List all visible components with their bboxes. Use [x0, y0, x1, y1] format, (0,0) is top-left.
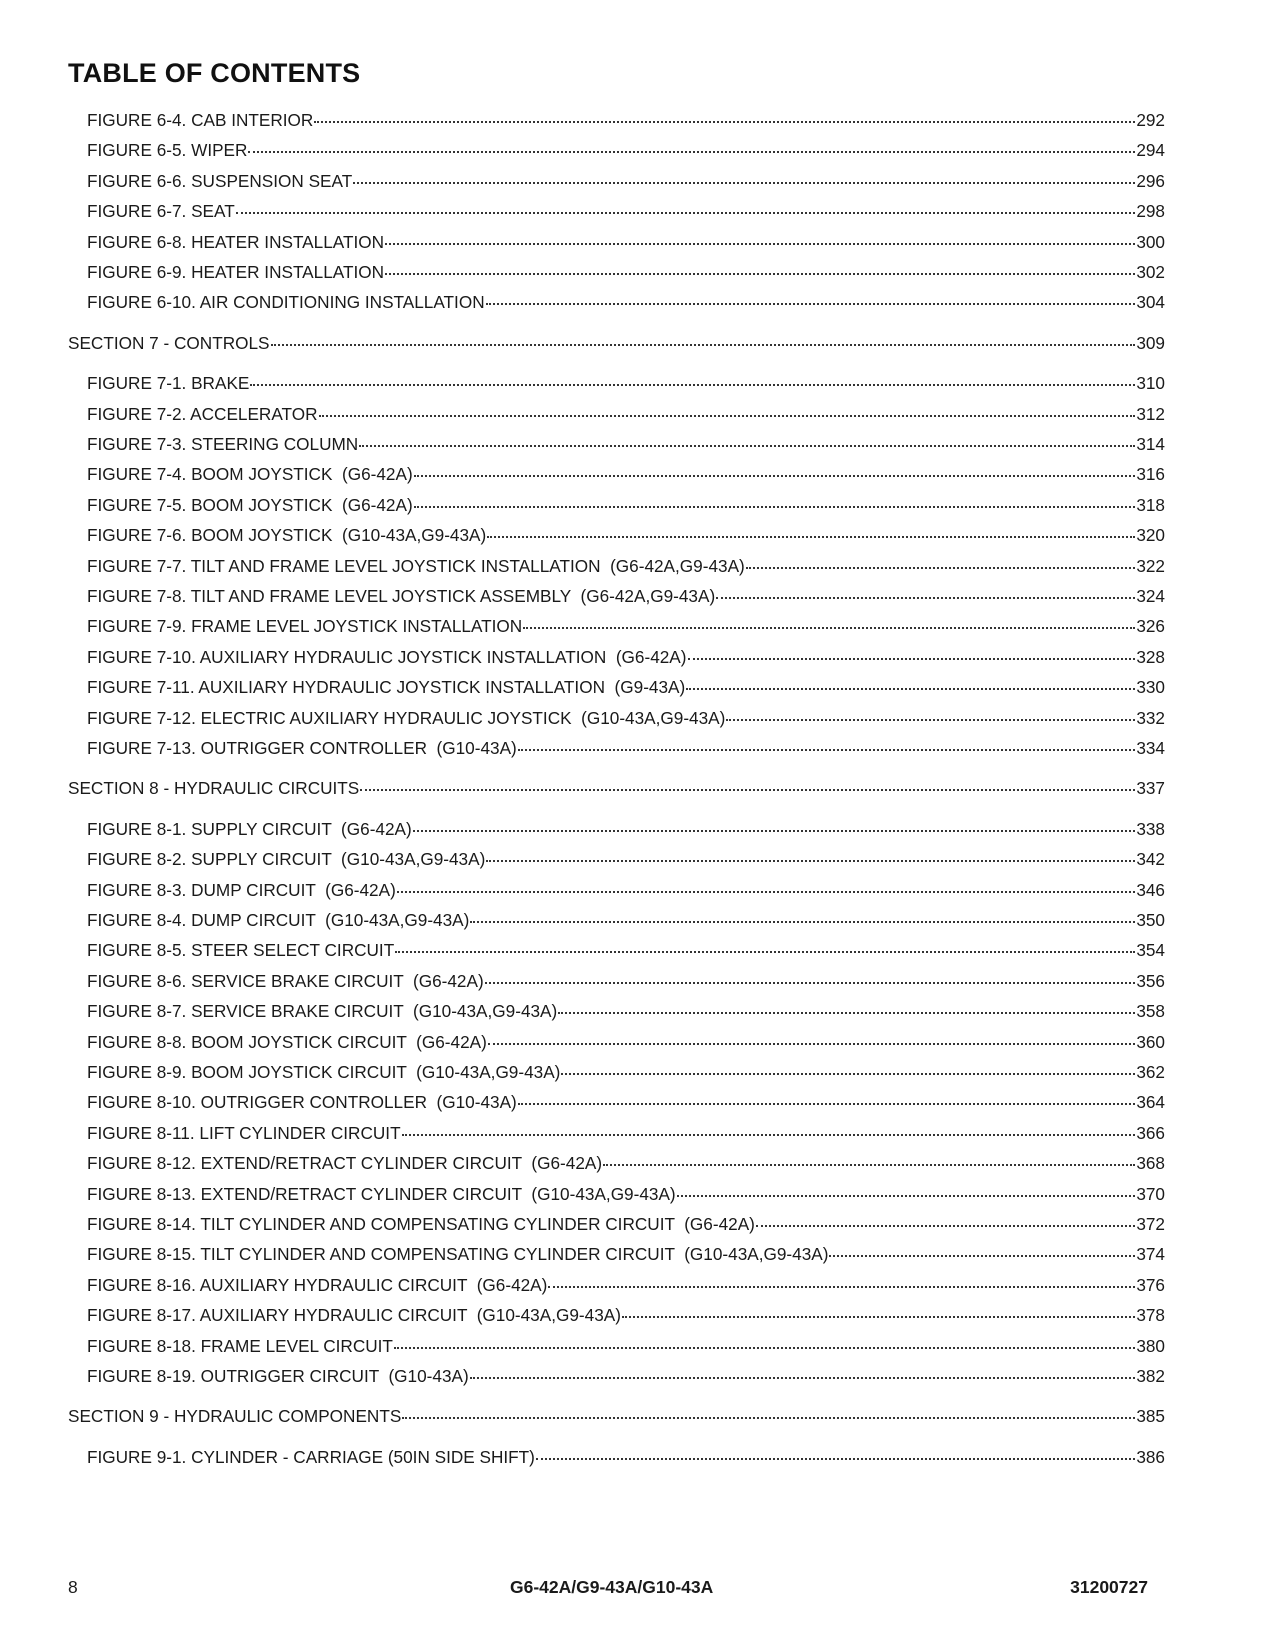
toc-entry-page: 314	[1136, 434, 1165, 454]
toc-figure-entry[interactable]	[87, 1032, 1165, 1052]
toc-figure-entry[interactable]	[87, 1336, 1165, 1356]
dot-leader	[686, 688, 1135, 690]
toc-entry-page: 372	[1136, 1214, 1165, 1234]
dot-leader	[829, 1255, 1135, 1257]
dot-leader	[488, 1043, 1135, 1045]
toc-entry-label: FIGURE 6-7. SEAT	[87, 201, 235, 222]
toc-figure-entry[interactable]	[87, 849, 1165, 869]
dot-leader	[558, 1012, 1135, 1014]
toc-entry-label: FIGURE 6-8. HEATER INSTALLATION	[87, 231, 385, 252]
toc-entry-page: 304	[1136, 292, 1165, 313]
toc-figure-entry[interactable]	[87, 201, 1165, 221]
toc-entry-page: 330	[1136, 677, 1165, 698]
toc-entry-label: FIGURE 7-6. BOOM JOYSTICK (G10-43A,G9-43A)	[87, 525, 487, 546]
toc-entry-page: 322	[1136, 555, 1165, 576]
toc-entry-page: 312	[1136, 403, 1165, 424]
dot-leader	[486, 303, 1136, 305]
dot-leader	[536, 1458, 1135, 1460]
toc-entry-page: 302	[1136, 262, 1165, 282]
toc-figure-entry[interactable]	[87, 880, 1165, 900]
toc-entry-label: FIGURE 8-5. STEER SELECT CIRCUIT	[87, 940, 395, 961]
toc-section-entry[interactable]	[68, 333, 1165, 353]
toc-figure-entry[interactable]	[87, 738, 1165, 758]
toc-entry-page: 334	[1136, 738, 1165, 758]
toc-entry-page: 320	[1136, 525, 1165, 546]
dot-leader	[518, 1103, 1136, 1105]
dot-leader	[319, 415, 1136, 417]
dot-leader	[746, 567, 1136, 569]
dot-leader	[397, 891, 1136, 893]
dot-leader	[677, 1195, 1136, 1197]
toc-entry-page: 324	[1136, 586, 1165, 606]
toc-figure-entry[interactable]	[87, 171, 1165, 191]
toc-entry-page: 292	[1136, 110, 1165, 130]
dot-leader	[603, 1164, 1135, 1166]
toc-entry-label: FIGURE 8-1. SUPPLY CIRCUIT (G6-42A)	[87, 818, 412, 839]
dot-leader	[487, 536, 1135, 538]
toc-entry-page: 298	[1136, 201, 1165, 222]
toc-entry-page: 328	[1136, 646, 1165, 667]
toc-figure-entry[interactable]	[87, 708, 1165, 728]
dot-leader	[385, 273, 1135, 275]
dot-leader	[385, 243, 1135, 245]
toc-entry-page: 376	[1136, 1274, 1165, 1295]
dot-leader	[561, 1073, 1135, 1075]
toc-entry-label: FIGURE 8-8. BOOM JOYSTICK CIRCUIT (G6-42A)	[87, 1031, 487, 1052]
toc-entry-label: FIGURE 8-19. OUTRIGGER CIRCUIT (G10-43A)	[87, 1366, 469, 1386]
toc-figure-entry[interactable]	[87, 910, 1165, 930]
toc-figure-entry[interactable]	[87, 1447, 1165, 1467]
toc-entry-label: FIGURE 8-16. AUXILIARY HYDRAULIC CIRCUIT (G6-42A)	[87, 1274, 548, 1295]
toc-figure-entry[interactable]	[87, 1275, 1165, 1295]
toc-figure-entry[interactable]	[87, 232, 1165, 252]
toc-section-entry[interactable]	[68, 1406, 1165, 1426]
toc-figure-entry[interactable]	[87, 647, 1165, 667]
toc-figure-entry[interactable]	[87, 1001, 1165, 1021]
toc-entry-page: 342	[1136, 849, 1165, 870]
toc-entry-label: FIGURE 7-11. AUXILIARY HYDRAULIC JOYSTICK INSTALLATION (G9-43A)	[87, 677, 686, 698]
toc-entry-label: FIGURE 8-2. SUPPLY CIRCUIT (G10-43A,G9-43A)	[87, 849, 486, 870]
toc-entry-page: 310	[1136, 373, 1165, 394]
toc-figure-entry[interactable]	[87, 1123, 1165, 1143]
toc-entry-label: FIGURE 7-12. ELECTRIC AUXILIARY HYDRAULIC JOYSTICK (G10-43A,G9-43A)	[87, 707, 726, 728]
toc-entry-page: 338	[1136, 818, 1165, 839]
toc-entry-label: FIGURE 8-12. EXTEND/RETRACT CYLINDER CIRCUIT (G6-42A)	[87, 1153, 603, 1174]
toc-entry-page: 380	[1136, 1335, 1165, 1356]
toc-entry-label: FIGURE 8-9. BOOM JOYSTICK CIRCUIT (G10-43A,G9-43A)	[87, 1062, 561, 1082]
toc-entry-page: 309	[1136, 332, 1165, 353]
toc-figure-entry[interactable]	[87, 464, 1165, 484]
toc-entry-label: FIGURE 7-1. BRAKE	[87, 373, 250, 394]
toc-entry-label: FIGURE 7-8. TILT AND FRAME LEVEL JOYSTICK ASSEMBLY (G6-42A,G9-43A)	[87, 586, 716, 606]
toc-entry-page: 300	[1136, 231, 1165, 252]
toc-entry-label: FIGURE 8-17. AUXILIARY HYDRAULIC CIRCUIT (G10-43A,G9-43A)	[87, 1305, 621, 1326]
dot-leader	[470, 921, 1135, 923]
footer-page-number: 8	[68, 1577, 78, 1597]
toc-figure-entry[interactable]	[87, 971, 1165, 991]
toc-figure-entry[interactable]	[87, 940, 1165, 960]
dot-leader	[250, 384, 1135, 386]
dot-leader	[314, 121, 1135, 123]
toc-entry-page: 337	[1136, 778, 1165, 799]
dot-leader	[688, 658, 1136, 660]
toc-entry-label: FIGURE 7-3. STEERING COLUMN	[87, 434, 359, 454]
toc-figure-entry[interactable]	[87, 525, 1165, 545]
toc-entry-label: FIGURE 8-13. EXTEND/RETRACT CYLINDER CIRCUIT (G10-43A,G9-43A)	[87, 1183, 676, 1204]
dot-leader	[622, 1316, 1135, 1318]
toc-figure-entry[interactable]	[87, 556, 1165, 576]
toc-entry-label: FIGURE 6-9. HEATER INSTALLATION	[87, 262, 385, 282]
dot-leader	[756, 1225, 1135, 1227]
dot-leader	[470, 1377, 1136, 1379]
toc-entry-page: 386	[1136, 1446, 1165, 1467]
toc-entry-label: FIGURE 8-6. SERVICE BRAKE CIRCUIT (G6-42A)	[87, 970, 484, 991]
toc-entry-page: 318	[1136, 494, 1165, 515]
toc-entry-label: FIGURE 7-7. TILT AND FRAME LEVEL JOYSTICK INSTALLATION (G6-42A,G9-43A)	[87, 555, 745, 576]
dot-leader	[395, 951, 1135, 953]
dot-leader	[414, 506, 1136, 508]
toc-entry-page: 354	[1136, 940, 1165, 961]
toc-entry-page: 378	[1136, 1305, 1165, 1326]
toc-figure-entry[interactable]	[87, 140, 1165, 160]
toc-figure-entry[interactable]	[87, 616, 1165, 636]
dot-leader	[353, 182, 1135, 184]
toc-entry-label: FIGURE 8-15. TILT CYLINDER AND COMPENSATING CYLINDER CIRCUIT (G10-43A,G9-43A)	[87, 1244, 829, 1265]
dot-leader	[486, 860, 1135, 862]
toc-entry-label: SECTION 7 - CONTROLS	[68, 332, 270, 353]
toc-figure-entry[interactable]	[87, 1062, 1165, 1082]
toc-entry-page: 364	[1136, 1092, 1165, 1113]
toc-figure-entry[interactable]	[87, 819, 1165, 839]
toc-entry-page: 362	[1136, 1062, 1165, 1082]
dot-leader	[726, 719, 1135, 721]
toc-entry-page: 385	[1136, 1406, 1165, 1427]
toc-section-entry[interactable]	[68, 778, 1165, 798]
toc-entry-page: 368	[1136, 1153, 1165, 1174]
toc-entry-page: 374	[1136, 1244, 1165, 1265]
toc-entry-page: 346	[1136, 879, 1165, 900]
toc-figure-entry[interactable]	[87, 404, 1165, 424]
dot-leader	[402, 1134, 1136, 1136]
toc-entry-label: FIGURE 9-1. CYLINDER - CARRIAGE (50IN SIDE SHIFT)	[87, 1446, 535, 1467]
toc-figure-entry[interactable]	[87, 586, 1165, 606]
dot-leader	[359, 445, 1135, 447]
dot-leader	[413, 830, 1136, 832]
toc-entry-label: FIGURE 7-9. FRAME LEVEL JOYSTICK INSTALLATION	[87, 616, 523, 637]
toc-entry-label: FIGURE 6-6. SUSPENSION SEAT	[87, 170, 353, 191]
toc-entry-page: 332	[1136, 707, 1165, 728]
dot-leader	[402, 1417, 1135, 1419]
toc-entry-label: FIGURE 8-7. SERVICE BRAKE CIRCUIT (G10-43A,G9-43A)	[87, 1001, 558, 1022]
dot-leader	[523, 627, 1135, 629]
toc-entry-page: 350	[1136, 910, 1165, 930]
toc-entry-label: FIGURE 8-10. OUTRIGGER CONTROLLER (G10-43A)	[87, 1092, 517, 1113]
toc-entry-label: FIGURE 7-10. AUXILIARY HYDRAULIC JOYSTICK INSTALLATION (G6-42A)	[87, 646, 687, 667]
toc-entry-label: FIGURE 7-4. BOOM JOYSTICK (G6-42A)	[87, 464, 413, 485]
toc-entry-label: FIGURE 8-14. TILT CYLINDER AND COMPENSATING CYLINDER CIRCUIT (G6-42A)	[87, 1214, 755, 1234]
footer-model: G6-42A/G9-43A/G10-43A	[510, 1577, 714, 1597]
dot-leader	[414, 475, 1136, 477]
toc-entry-label: FIGURE 8-11. LIFT CYLINDER CIRCUIT	[87, 1122, 401, 1143]
dot-leader	[394, 1347, 1135, 1349]
toc-entry-label: FIGURE 8-4. DUMP CIRCUIT (G10-43A,G9-43A)	[87, 910, 470, 930]
toc-entry-label: FIGURE 6-4. CAB INTERIOR	[87, 110, 314, 130]
toc-figure-entry[interactable]	[87, 1214, 1165, 1234]
dot-leader	[248, 151, 1135, 153]
toc-figure-entry[interactable]	[87, 1366, 1165, 1386]
toc-entry-label: FIGURE 6-5. WIPER	[87, 140, 248, 161]
toc-figure-entry[interactable]	[87, 1244, 1165, 1264]
toc-entry-label: FIGURE 7-5. BOOM JOYSTICK (G6-42A)	[87, 494, 413, 515]
toc-figure-entry[interactable]	[87, 434, 1165, 454]
toc-figure-entry[interactable]	[87, 677, 1165, 697]
page-title: TABLE OF CONTENTS	[68, 58, 361, 88]
toc-entry-label: SECTION 8 - HYDRAULIC CIRCUITS	[68, 778, 360, 799]
toc-figure-entry[interactable]	[87, 1153, 1165, 1173]
dot-leader	[271, 344, 1136, 346]
toc-figure-entry[interactable]	[87, 110, 1165, 130]
toc-entry-page: 382	[1136, 1366, 1165, 1386]
toc-entry-page: 294	[1136, 140, 1165, 161]
toc-figure-entry[interactable]	[87, 1184, 1165, 1204]
toc-entry-page: 370	[1136, 1183, 1165, 1204]
toc-entry-label: FIGURE 6-10. AIR CONDITIONING INSTALLATION	[87, 292, 485, 313]
toc-entry-label: FIGURE 8-3. DUMP CIRCUIT (G6-42A)	[87, 879, 396, 900]
toc-entry-label: FIGURE 8-18. FRAME LEVEL CIRCUIT	[87, 1335, 393, 1356]
toc-entry-page: 316	[1136, 464, 1165, 485]
toc-entry-label: FIGURE 7-2. ACCELERATOR	[87, 403, 318, 424]
toc-entry-page: 358	[1136, 1001, 1165, 1022]
toc-entry-page: 326	[1136, 616, 1165, 637]
toc-entry-page: 356	[1136, 970, 1165, 991]
toc-entry-page: 296	[1136, 170, 1165, 191]
toc-figure-entry[interactable]	[87, 1305, 1165, 1325]
toc-figure-entry[interactable]	[87, 373, 1165, 393]
dot-leader	[716, 597, 1135, 599]
dot-leader	[548, 1286, 1135, 1288]
dot-leader	[485, 982, 1136, 984]
toc-figure-entry[interactable]	[87, 1092, 1165, 1112]
toc-figure-entry[interactable]	[87, 262, 1165, 282]
toc-entry-page: 366	[1136, 1122, 1165, 1143]
toc-figure-entry[interactable]	[87, 292, 1165, 312]
toc-figure-entry[interactable]	[87, 495, 1165, 515]
footer-document-number: 31200727	[1070, 1577, 1148, 1597]
dot-leader	[236, 212, 1136, 214]
toc-entry-label: SECTION 9 - HYDRAULIC COMPONENTS	[68, 1406, 402, 1427]
dot-leader	[518, 749, 1136, 751]
toc-entry-page: 360	[1136, 1031, 1165, 1052]
toc-entry-label: FIGURE 7-13. OUTRIGGER CONTROLLER (G10-43A)	[87, 738, 517, 758]
dot-leader	[360, 789, 1135, 791]
